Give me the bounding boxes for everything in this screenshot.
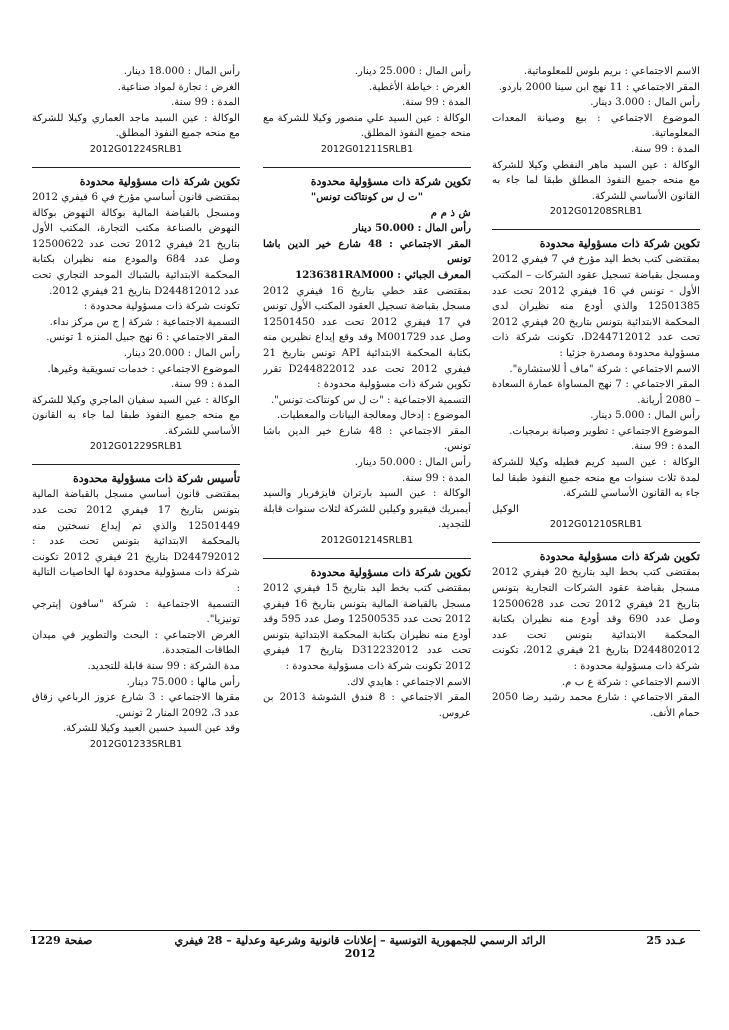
footer-rule [30,930,700,931]
notice-heading: تكوين شركة ذات مسؤولية محدودة [79,174,240,188]
notice-paragraph: المقر الاجتماعي : 11 نهج ابن سينا 2000 باردو. [498,81,700,93]
notice-paragraph: الغرض : تجارة لمواد صناعية. [117,81,240,93]
notice-reference: 2012G01229SRLB1 [89,441,183,453]
notice-paragraph: المدة : 99 سنة. [171,97,240,109]
notice-reference: 2012G01214SRLB1 [320,535,414,547]
notice-paragraph: المقر الاجتماعي : شارع محمد رشيد رضا 2050 حمام الأنف. [492,692,700,719]
notice-paragraph: المدة : 99 سنة. [402,97,471,109]
notice-paragraph: التسمية الاجتماعية : شركة إ ج س مركز نداء. [49,316,240,328]
notice-paragraph: رأس مالها : 75.000 دينار. [126,676,240,688]
column-right [492,64,700,934]
section-divider [492,542,700,543]
notice-paragraph: الغرض الاجتماعي : البحث والتطوير في ميدان الطاقات المتجددة. [32,629,240,657]
notice-paragraph: الاسم الاجتماعي : شركة "ماف أ للاستشارة". [509,363,700,375]
notice-paragraph: المقر الاجتماعي : 6 نهج جبيل المنزه 1 تونس. [46,332,240,344]
notice-bold-line: ش ذ م م [430,206,471,219]
notice-paragraph: بمقتضى قانون أساسي مسجل بالقباضة المالية بتونس بتاريخ 17 فيفري 2012 تحت عدد 12501449 والذي تم إيداع نسختين منه بالمحكمة الابتدائية بتونس تحت عدد : D244792012 بتاريخ 21 فيفري 2012 تكونت شركة ذات مسؤولية محدودة لها الخاصيات التالية : [32,489,240,595]
section-divider [32,167,240,168]
notice-paragraph: المدة : 99 سنة. [402,472,471,484]
notice-paragraph: الوكالة : عين السيد بارتران فايزفربار والسيد أيمبريك فيقيرو وكيلين للشركة لثلاث سنوات قابلة للتجديد. [263,488,471,531]
notice-paragraph: الوكالة : عين السيد ماهر النفطي وكيلا للشركة مع منحه جميع النفوذ المطلق طبقا لما جاء به القانون الأساسي للشركة. [492,159,700,202]
notice-paragraph: الوكالة : عين السيد سفيان الماجري وكيلا للشركة مع منحه جميع النفوذ طبقا لما جاء به القانون الأساسي للشركة. [32,394,240,437]
notice-paragraph: رأس المال : 3.000 دينار. [590,97,700,109]
notice-paragraph: التسمية الاجتماعية : شركة "سافون إيترجي تونيزيا". [32,598,240,626]
notice-bold-line: المقر الاجتماعي : 48 شارع خير الدين باشا تونس [263,237,471,266]
notice-paragraph: بمقتضى قانون أساسي مؤرخ في 6 فيفري 2012 ومسجل بالقباضة المالية بوكالة النهوض بوكالة النهوض بالصناعة مكتب التجارة، المكتب الأول بتاريخ 21 فيفري 2012 تحت عدد 12500622 وصل عدد 684 والمودع منه نظيران بكتابة المحكمة الابتدائية بالشباك الموحد التجاري تحت عدد D244812012 بتاريخ 21 فيفري 2012. [32,191,240,297]
column-middle [263,64,471,934]
notice-paragraph: الموضوع الاجتماعي : خدمات تسويقية وغيرها. [47,363,240,375]
notice-paragraph: التسمية الاجتماعية : "ت ل س كونتاكت تونس". [270,394,471,406]
notice-paragraph: الغرض : خياطة الأغطية. [368,81,471,93]
notice-paragraph: الموضوع الاجتماعي : بيع وصيانة المعدات المعلوماتية. [492,112,700,140]
notice-paragraph: بمقتضى عقد خطي بتاريخ 16 فيفري 2012 مسجل بقباضة تسجيل العقود المكتب الأول تونس في 17 فيفري 2012 تحت عدد 12501450 وصل عدد M001729 وقد وقع إيداع نظيرين منه بكتابة المحكمة الابتدائية API تونس بتاريخ 21 فيفري 2012 تحت عدد D244822012 تقرر تكوين شركة ذات مسؤولية محدودة : [263,285,471,391]
notice-paragraph: المقر الاجتماعي : 7 نهج المساواة عمارة السعادة – 2080 أريانة. [492,379,700,406]
notice-paragraph: المدة : 99 سنة. [631,143,700,155]
journal-title: الرائد الرسمي للجمهورية التونسية – إعلانات قانونية وشرعية وعدلية – 28 فيفري 2012 [174,934,546,960]
notice-bold-line: المعرف الجبائي : 1236381RAM000 [295,268,471,281]
notice-paragraph: رأس المال : 5.000 دينار. [590,410,700,422]
notice-bold-line: رأس المال : 50.000 دينار [353,222,471,235]
notice-reference: 2012G01211SRLB1 [320,143,414,155]
notice-paragraph: مدة الشركة : 99 سنة قابلة للتجديد. [87,661,240,672]
notice-paragraph: الوكالة : عين السيد كريم فطيله وكيلا للشركة لمدة ثلاث سنوات مع منحه جميع النفوذ طبقا لما جاء به القانون الأساسي للشركة. [492,457,700,500]
notice-company-name: "ت ل س كونتاكت تونس" [310,190,424,203]
page-number: صفحة 1229 [30,934,93,947]
notice-heading: تأسيس شركة ذات مسؤولية محدودة [72,472,240,486]
column-left [32,64,240,934]
notice-reference: 2012G01233SRLB1 [89,738,183,750]
notice-heading: تكوين شركة ذات مسؤولية محدودة [310,566,471,580]
notice-paragraph: مقرها الاجتماعي : 3 شارع عزوز الرباعي زقاق عدد 3، 2092 المنار 2 تونس. [32,692,240,719]
notice-paragraph: الوكالة : عين السيد علي منصور وكيلا للشركة مع منحه جميع النفوذ المطلق. [263,112,471,140]
notice-paragraph: رأس المال : 25.000 دينار. [354,66,471,77]
notice-paragraph: الاسم الاجتماعي : بريم بلوس للمعلوماتية. [523,66,700,77]
notice-paragraph: رأس المال : 50.000 دينار. [354,457,471,469]
notice-paragraph: الموضوع الاجتماعي : تطوير وصيانة برمجيات. [509,425,700,437]
notice-paragraph: المدة : 99 سنة. [631,441,700,453]
notice-heading: تكوين شركة ذات مسؤولية محدودة [539,550,700,564]
notice-paragraph: رأس المال : 20.000 دينار. [123,347,240,359]
notice-paragraph: رأس المال : 18.000 دينار. [123,66,240,77]
section-divider [263,558,471,559]
issue-number: عـدد 25 [646,934,686,947]
notice-reference: 2012G01208SRLB1 [549,206,643,218]
notice-signature: الوكيل [492,503,519,515]
notice-heading: تكوين شركة ذات مسؤولية محدودة [539,237,700,251]
section-divider [492,229,700,230]
page-body [30,64,700,934]
notice-paragraph: بمقتضى كتب بخط اليد بتاريخ 20 فيفري 2012 مسجل بقباضة عقود الشركات التجارية بتونس بتاريخ 21 فيفري 2012 تحت عدد 12500628 وصل عدد 690 وقد أودع منه نظيران بكتابة المحكمة الابتدائية بتونس تحت عدد D244802012 بتاريخ 21 فيفري 2012، تكونت شركة ذات مسؤولية محدودة : [492,567,700,672]
notice-paragraph: الاسم الاجتماعي : شركة ع ب م. [561,676,700,688]
notice-paragraph: المقر الاجتماعي : 8 فندق الشوشة 2013 بن عروس. [263,692,471,719]
notice-paragraph: وقد عين السيد حسين العبيد وكيلا للشركة. [62,723,240,735]
notice-paragraph: الاسم الاجتماعي : هايدي لاك. [347,676,471,688]
page-footer [30,934,700,960]
notice-heading: تكوين شركة ذات مسؤولية محدودة [310,174,471,188]
notice-reference: 2012G01210SRLB1 [549,519,643,531]
notice-paragraph: بمقتضى كتب بخط اليد مؤرخ في 7 فيفري 2012 ومسجل بقباضة تسجيل عقود الشركات – المكتب الأول - تونس في 16 فيفري 2012 تحت عدد 12501385 والذي أودع منه نظيران لدى المحكمة الابتدائية بتونس بتاريخ 20 فيفري 2012 تحت عدد D244712012، تكونت شركة ذات مسؤولية محدودة ومصدرة جزئيا : [492,254,700,359]
notice-paragraph: بمقتضى كتب بخط اليد بتاريخ 15 فيفري 2012 مسجل بالقباضة المالية بتونس بتاريخ 16 فيفري 2012 تحت عدد 12500535 وصل عدد 595 وقد أودع منه نظيران بكتابة المحكمة الابتدائية بتونس تحت عدد D312232012 بتاريخ 17 فيفري 2012 تكونت شركة ذات مسؤولية محدودة : [263,583,471,672]
section-divider [263,167,471,168]
notice-paragraph: المدة : 99 سنة. [171,379,240,391]
notice-reference: 2012G01224SRLB1 [89,143,183,155]
notice-paragraph: تكونت شركة ذات مسؤولية محدودة : [83,301,240,313]
section-divider [32,464,240,465]
notice-paragraph: الموضوع : إدخال ومعالجة البيانات والمعطيات. [276,410,471,422]
notice-paragraph: المقر الاجتماعي : 48 شارع خير الدين باشا تونس. [263,425,471,453]
notice-paragraph: الوكالة : عين السيد ماجد العماري وكيلا للشركة مع منحه جميع النفوذ المطلق. [32,112,240,140]
